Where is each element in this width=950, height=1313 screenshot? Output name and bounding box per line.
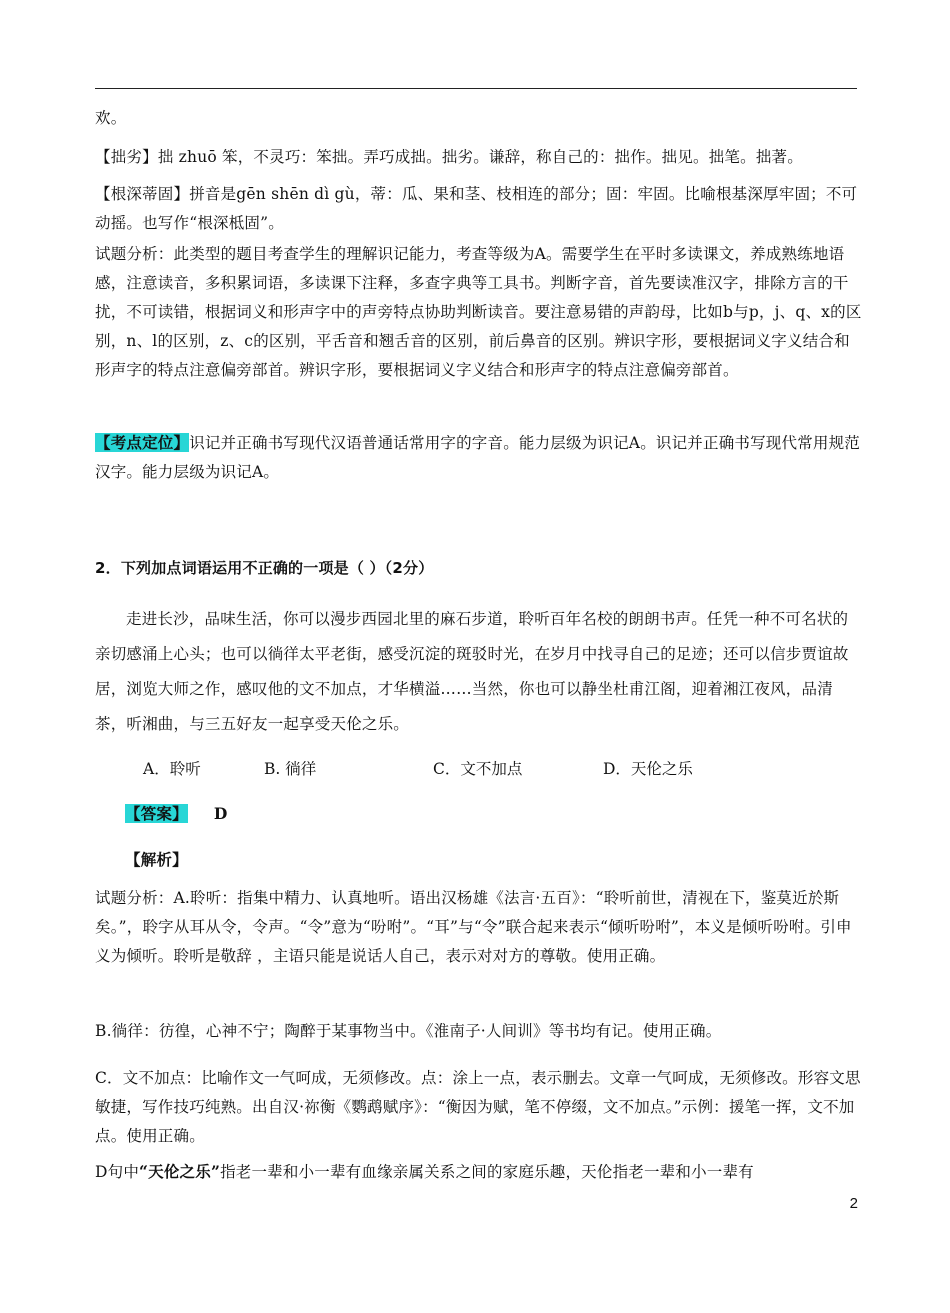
kaodian-paragraph bbox=[95, 428, 863, 487]
entry-genshen-term: 【根深蒂固】 bbox=[95, 185, 190, 203]
jiexi-label: 【解析】 bbox=[125, 850, 188, 869]
entry-genshendigu bbox=[95, 180, 865, 238]
explanation-d-term: “天伦之乐” bbox=[139, 1162, 221, 1181]
option-a: A．聆听 bbox=[143, 760, 201, 778]
page-number: 2 bbox=[849, 1195, 858, 1212]
continuation-span: 欢。 bbox=[95, 109, 127, 127]
option-c: C．文不加点 bbox=[433, 760, 523, 778]
explanation-c: C．文不加点：比喻作文一气呵成，无须修改。点：涂上一点，表示删去。文章一气呵成，无须修改。形容文思敏捷，写作技巧纯熟。出自汉·祢衡《鹦鹉赋序》：“衡因为赋，笔不停缀，文不加点。”示例：援笔一挥，文不加点。使用正确。 bbox=[95, 1069, 861, 1145]
kaodian-label: 【考点定位】 bbox=[95, 433, 190, 452]
answer-line bbox=[125, 799, 895, 829]
explanation-d-prefix: D句中 bbox=[95, 1163, 140, 1181]
kaodian-text: 识记并正确书写现代汉语普通话常用字的字音。能力层级为识记A。识记并正确书写现代常用规范汉字。能力层级为识记A。 bbox=[95, 434, 860, 481]
explanation-a: 试题分析：A.聆听：指集中精力、认真地听。语出汉杨雄《法言·五百》：“聆听前世，清视在下，鉴莫近於斯矣。”，聆字从耳从令，令声。“令”意为“吩咐”。“耳”与“令”联合起来表示“倾听吩咐”，本义是倾听吩咐。引申义为倾听。聆听是敬辞 ，主语只能是说话人自己，表示对对方的尊敬。使用正确。 bbox=[95, 889, 852, 965]
answer-value: D bbox=[213, 804, 228, 823]
question-passage: 走进长沙，品味生活，你可以漫步西园北里的麻石步道，聆听百年名校的朗朗书声。任凭一种不可名状的亲切感涌上心头；也可以徜徉太平老街，感受沉淀的斑驳时光，在岁月中找寻自己的足迹；还可以信步贾谊故居，浏览大师之作，感叹他的文不加点，才华横溢……当然，你也可以静坐杜甫江阁，迎着湘江夜风，品清茶，听湘曲，与三五好友一起享受天伦之乐。 bbox=[95, 610, 849, 733]
answer-label: 【答案】 bbox=[125, 804, 188, 823]
header-rule bbox=[95, 88, 857, 89]
entry-zhuolie bbox=[95, 143, 865, 172]
entry-zhuolie-term: 【拙劣】 bbox=[95, 148, 158, 166]
analysis-paragraph-1: 试题分析：此类型的题目考查学生的理解识记能力，考查等级为A。需要学生在平时多读课文，养成熟练地语感，注意读音，多积累词语，多读课下注释，多查字典等工具书。判断字音，首先要读准汉字，排除方言的干扰，不可读错，根据词义和形声字中的声旁特点协助判断读音。要注意易错的声韵母，比如b与p，j、q、x的区别，n、l的区别，z、c的区别，平舌音和翘舌音的区别，前后鼻音的区别。辨识字形，要根据词义字义结合和形声字的特点注意偏旁部首。辨识字形，要根据词义字义结合和形声字的特点注意偏旁部首。 bbox=[95, 245, 862, 379]
entry-zhuolie-body: 拙 zhuō 笨，不灵巧：笨拙。弄巧成拙。拙劣。谦辞，称自己的：拙作。拙见。拙笔。拙著。 bbox=[157, 148, 803, 166]
question-title: 2．下列加点词语运用不正确的一项是（ ）（2分） bbox=[95, 559, 434, 577]
explanation-d-rest: 指老一辈和小一辈有血缘亲属关系之间的家庭乐趣，天伦指老一辈和小一辈有 bbox=[220, 1163, 754, 1181]
explanation-b: B.徜徉：彷徨，心神不宁；陶醉于某事物当中。《淮南子·人间训》等书均有记。使用正确。 bbox=[95, 1022, 722, 1040]
explanation-d bbox=[95, 1157, 865, 1187]
option-d: D．天伦之乐 bbox=[603, 760, 693, 778]
entry-genshen-body: 拼音是gēn shēn dì gù，蒂：瓜、果和茎、枝相连的部分；固：牢固。比喻根基深厚牢固；不可动摇。也写作“根深柢固”。 bbox=[95, 185, 858, 232]
option-b: B. 徜徉 bbox=[264, 760, 317, 778]
continuation-text bbox=[95, 104, 865, 133]
